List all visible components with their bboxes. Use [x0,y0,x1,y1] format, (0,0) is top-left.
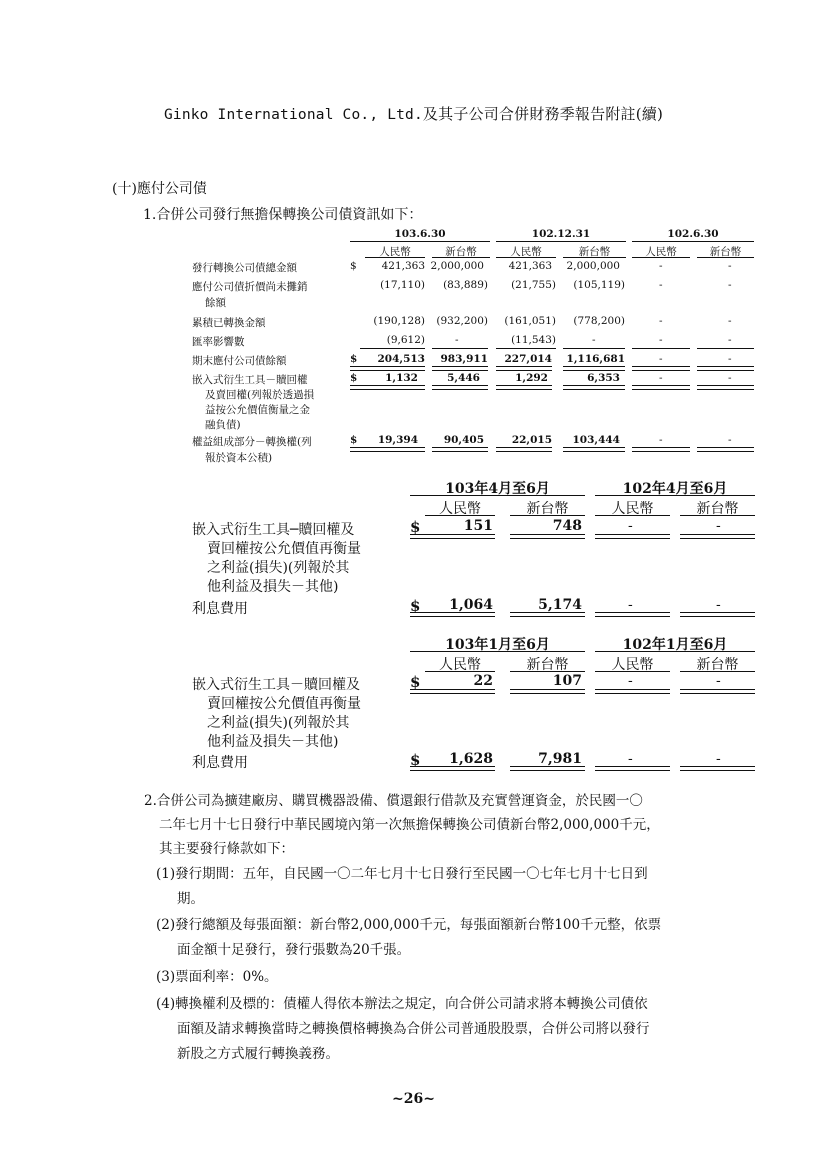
t1-cell: - [728,372,732,384]
t1-cur-rmb-1: 人民幣 [379,246,411,258]
t2-cur-ntd-1: 新台幣 [526,501,569,517]
t1-cell: 90,405 [443,434,484,446]
t2-row1-label-cont: 之利益(損失)(列報於其 [207,560,350,576]
t1-cell: (190,128) [373,315,425,327]
t2-cell: 1,064 [449,597,493,613]
t1-cell: - [659,260,663,272]
page-number: ~26~ [392,1091,435,1107]
dollar-sign: $ [410,673,421,691]
t1-row-label-cont: 及賣回權(列報於透過損 [205,389,315,401]
t1-cell: - [728,279,732,291]
t1-row-label-cont: 融負債) [205,419,241,431]
t3-cell: 107 [552,673,582,689]
t2-cell: - [716,518,721,534]
t3-cur-ntd-1: 新台幣 [526,657,569,673]
term-1-cont: 期。 [177,891,204,907]
t1-row-label: 嵌入式衍生工具－贖回權 [192,374,308,386]
t3-row1-label-cont: 之利益(損失)(列報於其 [207,715,350,731]
t3-cell: 7,981 [538,751,582,767]
t3-row1-label: 嵌入式衍生工具－贖回權及 [192,677,360,693]
t1-cell: 103,444 [572,434,620,446]
t1-cell: (105,119) [573,279,625,291]
t1-cell: 983,911 [440,353,488,365]
t1-cur-rmb-2: 人民幣 [510,246,542,258]
t3-cur-ntd-2: 新台幣 [696,657,739,673]
t1-cell: 5,446 [447,372,480,384]
t1-cur-rmb-3: 人民幣 [645,246,677,258]
t1-cell: (21,755) [511,279,556,291]
dollar-sign: $ [410,597,421,615]
section-title: (十)應付公司債 [112,181,207,197]
t1-cell: (9,612) [386,334,425,346]
t3-cell: - [716,673,721,689]
t1-cell: - [728,315,732,327]
t1-row-label-cont: 餘額 [205,297,226,309]
t1-cell: 2,000,000 [566,260,620,272]
t1-cell: 1,116,681 [566,353,625,365]
header-title: 及其子公司合併財務季報告附註(續) [422,105,664,123]
t3-period-1: 103年1月至6月 [445,637,550,653]
t1-cell: (17,110) [380,279,425,291]
t3-cur-rmb-2: 人民幣 [611,657,654,673]
t3-cell: 22 [473,673,493,689]
t1-cell: - [659,372,663,384]
t2-cur-rmb-1: 人民幣 [439,501,481,517]
term-4-cont: 面額及請求轉換當時之轉換價格轉換為合併公司普通股股票，合併公司將以發行 [177,1021,650,1037]
t1-period-1: 103.6.30 [394,228,446,240]
t2-cell: - [628,518,633,534]
item1-intro: 1.合併公司發行無擔保轉換公司債資訊如下： [143,207,423,223]
t1-cell: (161,051) [504,315,556,327]
t1-cell: (11,543) [511,334,556,346]
t1-cell: - [659,279,663,291]
dollar-sign: $ [350,372,358,384]
dollar-sign: $ [350,353,358,365]
t1-cell: 2,000,000 [430,260,484,272]
t3-cell: - [628,751,633,767]
term-2: (2)發行總額及每張面額：新台幣2,000,000千元，每張面額新台幣100千元整，依票 [156,917,662,933]
t1-cell: (932,200) [436,315,488,327]
t1-cell: 1,132 [385,372,418,384]
t3-row1-label-cont: 賣回權按公允價值再衡量 [207,696,361,712]
t1-row-label: 累積已轉換金額 [192,317,266,329]
t2-cur-rmb-2: 人民幣 [611,501,654,517]
t1-cur-ntd-1: 新台幣 [445,246,477,258]
t1-row-label: 期末應付公司債餘額 [192,355,287,367]
t1-period-2: 102.12.31 [531,228,591,240]
t3-cell: - [628,673,633,689]
t1-cell: 22,015 [511,434,552,446]
t1-row-label-cont: 益按公允價值衡量之金 [205,404,310,416]
t1-cell: - [728,434,732,446]
t1-cell: 421,363 [508,260,552,272]
t2-period-1: 103年4月至6月 [445,481,550,497]
t2-row2-label: 利息費用 [192,601,248,617]
t2-cell: - [716,597,721,613]
t1-cell: - [659,434,663,446]
item2-line: 其主要發行條款如下： [159,841,294,857]
item2-line: 二年七月十七日發行中華民國境內第一次無擔保轉換公司債新台幣2,000,000千元， [159,817,660,833]
term-1: (1)發行期間：五年，自民國一〇二年七月十七日發行至民國一〇七年七月十七日到 [156,866,648,882]
dollar-sign: $ [350,434,358,446]
t3-cell: 1,628 [449,751,493,767]
t2-period-2: 102年4月至6月 [622,481,728,497]
company-name: Ginko International Co., Ltd. [163,107,423,123]
term-4: (4)轉換權利及標的：債權人得依本辦法之規定，向合併公司請求將本轉換公司債依 [156,996,648,1012]
t1-cell: (83,889) [443,279,488,291]
t1-cell: - [659,315,663,327]
t1-cell: - [728,353,732,365]
t2-cur-ntd-2: 新台幣 [696,501,739,517]
t3-row1-label-cont: 他利益及損失－其他) [207,734,339,750]
t3-period-2: 102年1月至6月 [622,637,728,653]
term-3: (3)票面利率：0%。 [156,969,278,985]
dollar-sign: $ [410,518,421,536]
t1-cur-ntd-2: 新台幣 [578,246,611,258]
t1-cell: 204,513 [377,353,425,365]
t1-cell: 227,014 [504,353,552,365]
t2-row1-label-cont: 賣回權按公允價值再衡量 [207,541,361,557]
page-header [0,103,827,124]
t1-cell: - [455,334,459,346]
t1-cell: 19,394 [377,434,418,446]
t2-row1-label: 嵌入式衍生工具─贖回權及 [192,522,355,538]
t2-cell: 151 [463,518,493,534]
t1-cell: 421,363 [381,260,425,272]
t3-cur-rmb-1: 人民幣 [439,657,481,673]
t1-cell: - [592,334,596,346]
t3-row2-label: 利息費用 [192,755,248,771]
t1-row-label: 發行轉換公司債總金額 [192,262,297,274]
t1-row-label-cont: 報於資本公積) [205,452,273,464]
t2-cell: 5,174 [538,597,582,613]
t1-period-3: 102.6.30 [667,228,719,240]
t1-cell: 1,292 [515,372,548,384]
t2-cell: 748 [552,518,582,534]
t1-cell: - [728,260,732,272]
t1-row-label: 匯率影響數 [192,336,245,348]
t1-cell: - [659,353,663,365]
t1-row-label: 權益組成部分－轉換權(列 [192,436,312,448]
t2-cell: - [628,597,633,613]
t1-cell: - [728,334,732,346]
term-2-cont: 面金額十足發行，發行張數為20千張。 [177,942,411,958]
t1-row-label: 應付公司債折價尚未攤銷 [192,281,308,293]
dollar-sign: $ [350,260,357,272]
t3-cell: - [716,751,721,767]
term-4-cont: 新股之方式履行轉換義務。 [177,1046,339,1062]
dollar-sign: $ [410,751,421,769]
t2-row1-label-cont: 他利益及損失－其他) [207,579,339,595]
t1-cell: - [659,334,663,346]
item2-line: 2.合併公司為擴建廠房、購買機器設備、償還銀行借款及充實營運資金，於民國一〇 [144,793,643,809]
t1-cell: 6,353 [587,372,620,384]
t1-cur-ntd-3: 新台幣 [709,246,742,258]
t1-cell: (778,200) [573,315,625,327]
